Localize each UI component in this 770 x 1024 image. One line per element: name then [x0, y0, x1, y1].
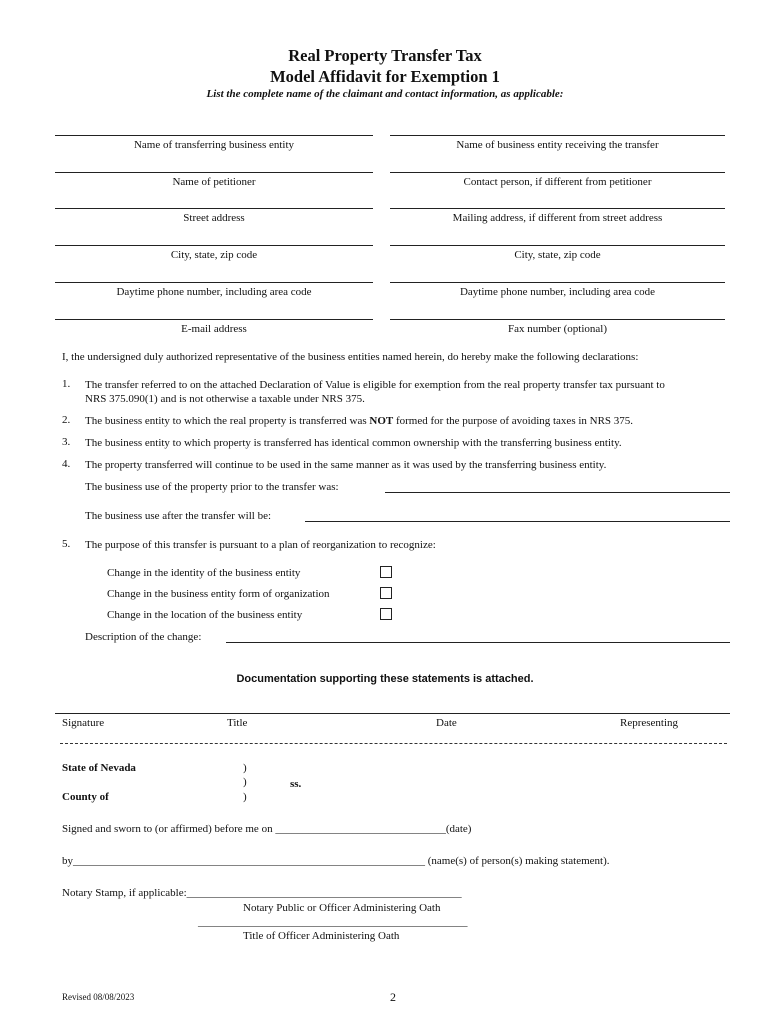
declaration-intro: I, the undersigned duly authorized representative of the business entities named herein, do hereby make the following declarations:	[62, 351, 639, 363]
page-number: 2	[390, 990, 396, 1004]
field-label: Daytime phone number, including area code	[116, 286, 312, 298]
form-checkbox[interactable]	[380, 587, 392, 599]
item-4-text: The property transferred will continue to be used in the same manner as it was used by the transferring business entity.	[85, 459, 607, 471]
daytime-phone-field[interactable]	[55, 282, 373, 283]
item-1-text: The transfer referred to on the attached Declaration of Value is eligible for exemption from the real property transfer tax pursuant to	[85, 379, 665, 391]
officer-title-line[interactable]: _________________________________________________	[198, 916, 468, 928]
paren: )	[243, 762, 247, 774]
city-state-zip-field-2[interactable]	[390, 245, 725, 246]
item-1-text-cont: NRS 375.090(1) and is not otherwise a taxable under NRS 375.	[85, 393, 365, 405]
item-number: 1.	[62, 378, 71, 390]
field-label: Name of petitioner	[172, 176, 256, 188]
paren: )	[243, 791, 247, 803]
notary-officer-label: Notary Public or Officer Administering Oath	[243, 902, 441, 914]
date-label: Date	[436, 717, 457, 729]
field-label: Name of transferring business entity	[133, 139, 295, 151]
item-number: 2.	[62, 414, 71, 426]
option-form-label: Change in the business entity form of organization	[107, 588, 330, 600]
email-field[interactable]	[55, 319, 373, 320]
use-after-label: The business use after the transfer will be:	[85, 510, 272, 522]
mailing-address-field[interactable]	[390, 208, 725, 209]
officer-title-label: Title of Officer Administering Oath	[243, 930, 400, 942]
item-2-post: formed for the purpose of avoiding taxes in NRS 375.	[393, 415, 634, 427]
notary-stamp-line[interactable]: Notary Stamp, if applicable:__________________________________________________	[62, 887, 462, 899]
city-state-zip-field[interactable]	[55, 245, 373, 246]
county-label: County of	[62, 791, 109, 803]
field-label: E-mail address	[181, 323, 247, 335]
field-label: City, state, zip code	[514, 249, 601, 261]
description-field[interactable]	[226, 642, 730, 643]
petitioner-field[interactable]	[55, 172, 373, 173]
item-5-text: The purpose of this transfer is pursuant to a plan of reorganization to recognize:	[85, 539, 436, 551]
paren: )	[243, 776, 247, 788]
description-label: Description of the change:	[85, 631, 202, 643]
option-identity-label: Change in the identity of the business entity	[107, 567, 301, 579]
item-2-emphasis: NOT	[369, 415, 394, 427]
receiving-entity-field[interactable]	[390, 135, 725, 136]
state-label: State of Nevada	[62, 762, 136, 774]
item-2-text	[85, 414, 745, 428]
title-label: Title	[227, 717, 248, 729]
transferring-entity-field[interactable]	[55, 135, 373, 136]
identity-checkbox[interactable]	[380, 566, 392, 578]
by-name-line[interactable]: by________________________________________________________________ (name(s) of person(s) making statement).	[62, 855, 610, 867]
fax-field[interactable]	[390, 319, 725, 320]
use-after-field[interactable]	[305, 521, 730, 522]
signature-top-line	[55, 713, 730, 714]
use-prior-label: The business use of the property prior to the transfer was:	[85, 481, 339, 493]
representing-label: Representing	[620, 717, 679, 729]
item-number: 3.	[62, 436, 71, 448]
page-title: Real Property Transfer Tax	[288, 46, 482, 65]
item-2-pre: The business entity to which the real property is transferred was	[85, 415, 370, 427]
street-address-field[interactable]	[55, 208, 373, 209]
field-label: Street address	[183, 212, 245, 224]
field-label: Mailing address, if different from street address	[452, 212, 663, 224]
sworn-date-line[interactable]: Signed and sworn to (or affirmed) before me on _______________________________(date)	[62, 823, 472, 835]
contact-person-field[interactable]	[390, 172, 725, 173]
field-label: Name of business entity receiving the transfer	[456, 139, 659, 151]
instructions: List the complete name of the claimant and contact information, as applicable:	[206, 88, 564, 100]
location-checkbox[interactable]	[380, 608, 392, 620]
use-prior-field[interactable]	[385, 492, 730, 493]
field-label: City, state, zip code	[170, 249, 258, 261]
signature-field[interactable]	[60, 743, 727, 744]
documentation-note: Documentation supporting these statements is attached.	[236, 673, 534, 685]
item-3-text: The business entity to which property is transferred has identical common ownership with the transferring business entity.	[85, 437, 622, 449]
ss-label: ss.	[290, 778, 302, 790]
daytime-phone-field-2[interactable]	[390, 282, 725, 283]
field-label: Fax number (optional)	[508, 323, 607, 335]
field-label: Daytime phone number, including area code	[459, 286, 656, 298]
page-subtitle-title: Model Affidavit for Exemption 1	[270, 67, 500, 86]
signature-label: Signature	[62, 717, 105, 729]
item-number: 5.	[62, 538, 71, 550]
revised-date: Revised 08/08/2023	[62, 992, 135, 1002]
option-location-label: Change in the location of the business entity	[107, 609, 303, 621]
item-number: 4.	[62, 458, 71, 470]
field-label: Contact person, if different from petitioner	[463, 176, 652, 188]
